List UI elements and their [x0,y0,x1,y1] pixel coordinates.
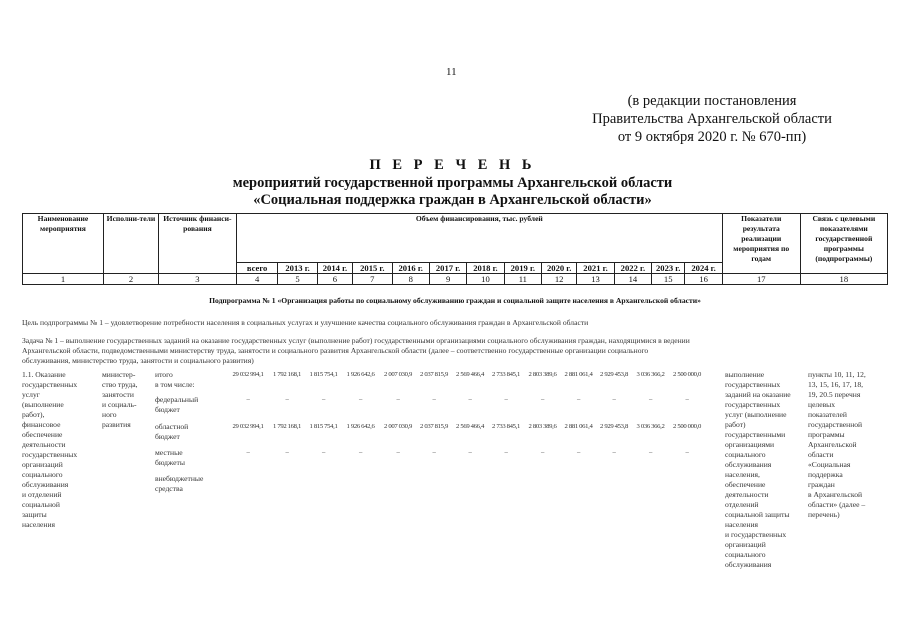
text-line: и социаль- [102,400,137,409]
funding-value: – [577,449,580,456]
funding-value: 1 815 754,1 [309,423,338,430]
text-line: ного [102,410,117,419]
year-header: всего [236,263,278,274]
funding-value: 2 569 466,4 [456,423,484,430]
activity-executor [102,370,154,430]
funding-value: – [322,396,325,403]
col-header-funding: Объем финансирования, тыс. рублей [236,214,722,263]
column-number: 7 [353,274,392,285]
col-header-name: Наименование мероприятия [23,214,104,274]
funding-value: – [246,396,250,403]
text-line: показателей [808,410,847,419]
redaction-line: Правительства Архангельской области [592,111,832,127]
funding-value: – [396,396,400,403]
col-header-indicators: Показатели результата реализации мероприятия по годам [722,214,800,274]
text-line: средства [155,484,183,493]
text-line: развития [102,420,131,429]
funding-value: 2 500 000,0 [673,371,701,378]
year-header: 2023 г. [652,263,685,274]
task-line: обслуживания, министерство труда, занятости и социального развития) [22,356,254,365]
year-header: 2013 г. [278,263,317,274]
activity-target-link [808,370,890,520]
column-number: 8 [392,274,429,285]
text-line: работ) [725,420,746,429]
year-header: 2017 г. [429,263,466,274]
document-title: П Е Р Е Ч Е Н Ь [369,157,536,173]
funding-value: 2 803 389,6 [528,371,557,378]
funding-value: – [612,449,616,456]
funding-value: 2 733 845,1 [492,423,520,430]
text-line: населения, [725,470,760,479]
column-number: 17 [722,274,800,285]
col-header-link: Связь с целевыми показателями государственной программы (подпрограммы) [800,214,887,274]
funding-value: 2 569 466,4 [456,371,484,378]
year-header: 2019 г. [504,263,541,274]
column-number: 12 [542,274,577,285]
year-header: 2014 г. [317,263,352,274]
text-line: услуг [22,390,40,399]
text-line: обслуживания [725,460,772,469]
text-line: деятельности [725,490,769,499]
source-extrabudgetary [155,474,229,494]
funding-value: – [285,449,289,456]
text-line: занятости [102,390,134,399]
text-line: социальной защиты [725,510,790,519]
text-line: перечень) [808,510,840,519]
text-line: государственных [22,450,78,459]
text-line: обеспечение [725,480,766,489]
year-header: 2018 г. [467,263,504,274]
year-header: 2020 г. [542,263,577,274]
funding-value: – [359,449,362,456]
funding-value: 2 733 845,1 [492,371,520,378]
funding-value: 2 881 061,4 [564,423,593,430]
subprogram-goal: Цель подпрограммы № 1 – удовлетворение потребности населения в социальных услугах и улучшение качества социального обслуживания граждан в Архангельской области [22,318,589,327]
text-line: работ), [22,410,45,419]
column-number: 6 [317,274,352,285]
text-line: бюджет [155,432,180,441]
text-line: организациями [725,440,775,449]
funding-value: 29 032 994,1 [232,423,264,430]
funding-value: – [649,396,652,403]
col-header-executors: Исполни-тели [103,214,158,274]
document-subtitle: мероприятий государственной программы Архангельской области [232,175,673,191]
activity-indicators [725,370,809,570]
funding-value: – [246,449,250,456]
text-line: федеральный [155,395,199,404]
text-line: программы [808,430,845,439]
column-number: 18 [800,274,887,285]
column-number: 14 [614,274,651,285]
text-line: социального [725,550,766,559]
text-line: организаций [22,460,63,469]
text-line: местные [155,448,183,457]
text-line: организаций [725,540,766,549]
column-number: 11 [504,274,541,285]
year-header: 2015 г. [353,263,392,274]
text-line: государственной [808,420,863,429]
text-line: финансовое [22,420,61,429]
text-line: населения [22,520,56,529]
text-line: пункты 10, 11, 12, [808,370,866,379]
text-line: бюджеты [155,458,185,467]
text-line: социальной [22,500,60,509]
funding-value: 2 929 453,8 [600,371,628,378]
funding-value: 2 007 030,9 [384,371,412,378]
funding-value: – [504,396,508,403]
text-line: обслуживания [22,480,69,489]
funding-value: – [468,396,472,403]
funding-value: – [359,396,362,403]
text-line: населения [725,520,759,529]
funding-value: 2 803 389,6 [528,423,557,430]
text-line: ство труда, [102,380,138,389]
column-number: 15 [652,274,685,285]
source-local [155,448,229,468]
text-line: государственных [725,380,781,389]
text-line: внебюджетные [155,474,204,483]
redaction-line: от 9 октября 2020 г. № 670-пп) [617,129,807,145]
funding-table-header [22,213,888,285]
redaction-line: (в редакции постановления [627,93,797,109]
text-line: в Архангельской [808,490,863,499]
text-line: поддержка [808,470,843,479]
year-header: 2021 г. [577,263,614,274]
funding-value: – [577,396,580,403]
redaction-note [560,92,864,146]
funding-value: 1 792 168,1 [273,423,301,430]
text-line: деятельности [22,440,66,449]
subprogram-task [22,336,888,366]
text-line: заданий на оказание [725,390,791,399]
text-line: граждан [808,480,835,489]
text-line: государственными [725,430,786,439]
funding-value: 1 926 642,6 [346,423,375,430]
funding-value: 2 881 061,4 [564,371,593,378]
funding-value: 1 792 168,1 [273,371,301,378]
funding-value: – [612,396,616,403]
funding-value: – [649,449,652,456]
funding-value: – [468,449,472,456]
funding-value: – [285,396,289,403]
text-line: бюджет [155,405,180,414]
funding-value: 1 926 642,6 [346,371,375,378]
funding-value: 2 929 453,8 [600,423,628,430]
column-number: 5 [278,274,317,285]
column-number: 9 [429,274,466,285]
funding-value: 3 036 366,2 [636,423,665,430]
text-line: выполнение [725,370,765,379]
column-number: 4 [236,274,278,285]
source-federal [155,395,229,415]
text-line: «Социальная [808,460,851,469]
funding-value: 2 037 815,9 [420,371,448,378]
funding-value: 29 032 994,1 [232,371,264,378]
funding-value: – [432,449,436,456]
column-number: 2 [103,274,158,285]
funding-value: – [396,449,400,456]
funding-value: 2 500 000,0 [673,423,701,430]
text-line: областной [155,422,189,431]
text-line: обслуживания [725,560,772,569]
funding-value: 2 037 815,9 [420,423,448,430]
column-number: 1 [23,274,104,285]
funding-value: – [685,396,689,403]
column-number: 10 [467,274,504,285]
subprogram-heading: Подпрограмма № 1 «Организация работы по социальному обслуживанию граждан и социальной защите населения в Архангельской области» [209,296,701,305]
col-header-source: Источник финанси-рования [158,214,236,274]
text-line: области» (далее – [808,500,866,509]
funding-value: – [541,396,544,403]
funding-value: – [432,396,436,403]
text-line: 19, 20.5 перечня [808,390,861,399]
text-line: государственных [725,400,781,409]
task-line: Архангельской области, подведомственными министерству труда, занятости и социального развития Архангельской области (далее – соответственно государственные организации социального [22,346,649,355]
task-line: Задача № 1 – выполнение государственных заданий на оказание государственных услуг (выполнение работ) государственными организациями социального обслуживания граждан, находящимися в ведении [22,336,690,345]
page-number: 11 [446,66,457,78]
text-line: государственных [22,380,78,389]
source-regional [155,422,229,442]
year-header: 2024 г. [685,263,723,274]
source-total [155,370,229,390]
funding-value: 2 007 030,9 [384,423,412,430]
text-line: области [808,450,834,459]
column-number: 13 [577,274,614,285]
text-line: социального [725,450,766,459]
funding-value: – [541,449,544,456]
funding-value: – [322,449,325,456]
text-line: и отделений [22,490,62,499]
text-line: в том числе: [155,380,195,389]
text-line: министер- [102,370,136,379]
text-line: Архангельской [808,440,857,449]
activity-name [22,370,100,530]
text-line: 13, 15, 16, 17, 18, [808,380,864,389]
column-number: 3 [158,274,236,285]
column-number: 16 [685,274,723,285]
text-line: услуг (выполнение [725,410,787,419]
text-line: и государственных [725,530,787,539]
text-line: итого [155,370,173,379]
text-line: 1.1. Оказание [22,370,66,379]
program-name: «Социальная поддержка граждан в Архангельской области» [253,192,652,208]
text-line: целевых [808,400,836,409]
funding-value: 3 036 366,2 [636,371,665,378]
funding-value: – [685,449,689,456]
text-line: социального [22,470,63,479]
funding-value: 1 815 754,1 [309,371,338,378]
text-line: (выполнение [22,400,64,409]
text-line: отделений [725,500,759,509]
text-line: обеспечение [22,430,63,439]
text-line: защиты [22,510,47,519]
funding-value: – [504,449,508,456]
year-header: 2016 г. [392,263,429,274]
year-header: 2022 г. [614,263,651,274]
